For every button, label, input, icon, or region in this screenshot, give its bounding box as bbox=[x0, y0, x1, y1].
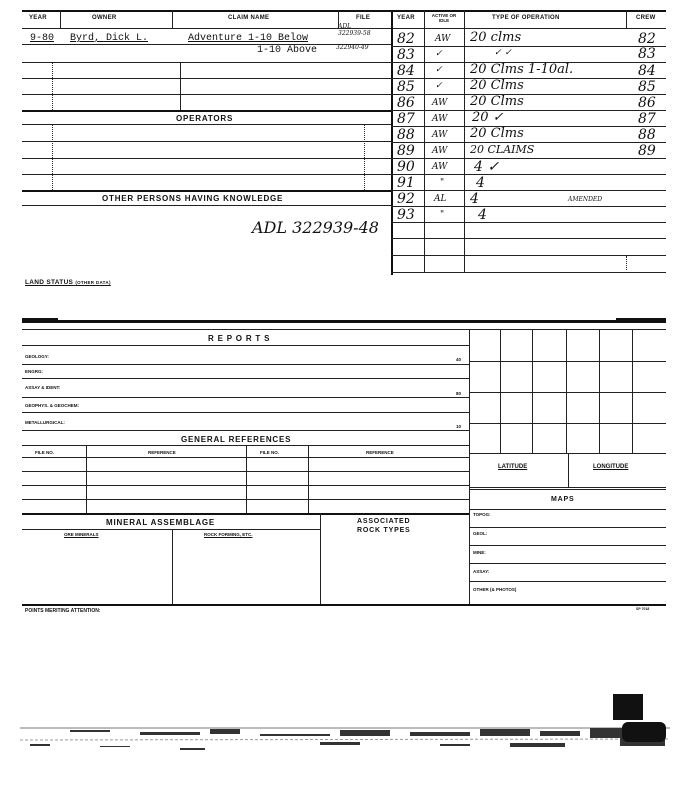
activity-crew: 82 bbox=[638, 31, 656, 47]
rock-types-label: ROCK TYPES bbox=[357, 527, 411, 534]
activity-year: 84 bbox=[397, 63, 415, 79]
activity-operation: 4 bbox=[476, 175, 485, 191]
report-geology-num: 40 bbox=[456, 357, 462, 362]
activity-year: 82 bbox=[397, 31, 415, 47]
activity-year: 90 bbox=[397, 159, 415, 175]
report-assay-num: 80 bbox=[456, 391, 462, 396]
header-year-2: YEAR bbox=[397, 15, 415, 21]
activity-crew: 86 bbox=[638, 95, 656, 111]
activity-status: ✓ bbox=[435, 49, 443, 59]
activity-status: AW bbox=[432, 130, 448, 140]
activity-operation: 20 Clms bbox=[470, 94, 524, 109]
scan-black-blob bbox=[622, 722, 666, 742]
section-other-persons: OTHER PERSONS HAVING KNOWLEDGE bbox=[102, 194, 284, 203]
header-year: YEAR bbox=[29, 15, 47, 21]
activity-operation: 20 ✓ bbox=[472, 110, 504, 125]
map-mine: MINE: bbox=[473, 550, 486, 555]
activity-status: AW bbox=[432, 114, 448, 124]
activity-year: 93 bbox=[397, 207, 415, 223]
map-geol: GEOL: bbox=[473, 531, 488, 536]
report-engrg: ENGRG: bbox=[25, 369, 43, 374]
section-operators: OPERATORS bbox=[176, 114, 234, 123]
mineral-assemblage-title: MINERAL ASSEMBLAGE bbox=[106, 518, 216, 527]
latitude-label: LATITUDE bbox=[498, 464, 528, 470]
file-mark-1: 322939-58 bbox=[338, 30, 371, 37]
ref-header-file-no-2: FILE NO. bbox=[260, 450, 279, 455]
land-status-text: LAND STATUS bbox=[25, 279, 74, 286]
points-meriting-label: POINTS MERITING ATTENTION: bbox=[25, 608, 101, 614]
activity-year: 92 bbox=[397, 191, 415, 207]
header-active-idle: ACTIVE OR IDLE bbox=[431, 13, 457, 23]
activity-status: AW bbox=[432, 146, 448, 156]
amended-note: AMENDED bbox=[568, 196, 603, 203]
report-assay: ASSAY & IDENT: bbox=[25, 385, 61, 390]
claim-name-1: Adventure 1-10 Below bbox=[188, 33, 309, 44]
activity-operation: 4 ✓ bbox=[474, 159, 500, 175]
activity-year: 85 bbox=[397, 79, 415, 95]
claim-name-2: 1-10 Above bbox=[257, 45, 318, 56]
activity-operation: ✓ ✓ bbox=[494, 48, 512, 58]
activity-year: 83 bbox=[397, 47, 415, 63]
ref-header-file-no-1: FILE NO. bbox=[35, 450, 54, 455]
report-metallurgical: METALLURGICAL: bbox=[25, 420, 65, 425]
activity-operation: 20 Clms 1-10al. bbox=[470, 62, 574, 77]
activity-operation: 20 Clms bbox=[470, 78, 524, 93]
header-owner: OWNER bbox=[92, 15, 117, 21]
activity-status: AW bbox=[432, 162, 448, 172]
map-assay: ASSAY: bbox=[473, 569, 490, 574]
activity-status: AL bbox=[434, 194, 447, 204]
activity-status: AW bbox=[435, 34, 451, 44]
ore-minerals-label: ORE MINERALS bbox=[64, 532, 99, 537]
activity-status: " bbox=[440, 210, 445, 220]
header-claim-name: CLAIM NAME bbox=[228, 15, 270, 21]
scan-artifact bbox=[20, 718, 670, 768]
map-topog: TOPOG: bbox=[473, 512, 491, 517]
scan-black-block bbox=[613, 694, 643, 720]
activity-operation: 20 clms bbox=[470, 30, 522, 45]
activity-crew: 85 bbox=[638, 79, 656, 95]
header-crew: CREW bbox=[636, 15, 656, 21]
activity-operation: 4 bbox=[470, 191, 479, 207]
activity-operation: 20 CLAIMS bbox=[470, 143, 535, 156]
rock-forming-label: ROCK FORMING, ETC. bbox=[204, 532, 253, 537]
activity-status: ✓ bbox=[435, 81, 443, 91]
report-metallurgical-num: 10 bbox=[456, 424, 462, 429]
file-mark-2: 322940-49 bbox=[336, 44, 369, 51]
report-geophys: GEOPHYS. & GEOCHEM: bbox=[25, 403, 80, 408]
maps-title: MAPS bbox=[551, 496, 575, 503]
activity-crew: 84 bbox=[638, 63, 656, 79]
ref-header-reference-2: REFERENCE bbox=[366, 450, 394, 455]
header-file: FILE bbox=[356, 15, 371, 21]
activity-year: 87 bbox=[397, 111, 415, 127]
activity-operation: 4 bbox=[478, 207, 487, 223]
activity-crew: 87 bbox=[638, 111, 656, 127]
reports-title: R E P O R T S bbox=[208, 334, 271, 343]
activity-status: " bbox=[440, 178, 445, 188]
activity-crew: 89 bbox=[638, 143, 656, 159]
activity-operation: 20 Clms bbox=[470, 126, 524, 141]
report-geology: GEOLOGY: bbox=[25, 354, 49, 359]
land-status-sub: (OTHER DATA) bbox=[75, 280, 111, 285]
associated-label: ASSOCIATED bbox=[357, 518, 411, 525]
general-references-title: GENERAL REFERENCES bbox=[181, 435, 292, 444]
handwritten-adl-number: ADL 322939-48 bbox=[252, 218, 379, 237]
land-status-label bbox=[25, 279, 111, 286]
activity-year: 86 bbox=[397, 95, 415, 111]
longitude-label: LONGITUDE bbox=[593, 464, 629, 470]
activity-status: AW bbox=[432, 98, 448, 108]
form-number: SP 7018 bbox=[636, 607, 650, 611]
activity-year: 89 bbox=[397, 143, 415, 159]
activity-crew: 88 bbox=[638, 127, 656, 143]
file-mark-adl: ADL bbox=[338, 23, 352, 30]
map-other: OTHER (& PHOTOS) bbox=[473, 587, 517, 592]
activity-crew: 83 bbox=[638, 46, 656, 62]
header-type-of-operation: TYPE OF OPERATION bbox=[492, 15, 560, 21]
activity-year: 91 bbox=[397, 175, 415, 191]
activity-status: ✓ bbox=[435, 65, 443, 75]
ref-header-reference-1: REFERENCE bbox=[148, 450, 176, 455]
activity-year: 88 bbox=[397, 127, 415, 143]
claim-year: 9-80 bbox=[30, 33, 55, 44]
claim-owner: Byrd, Dick L. bbox=[70, 33, 149, 44]
